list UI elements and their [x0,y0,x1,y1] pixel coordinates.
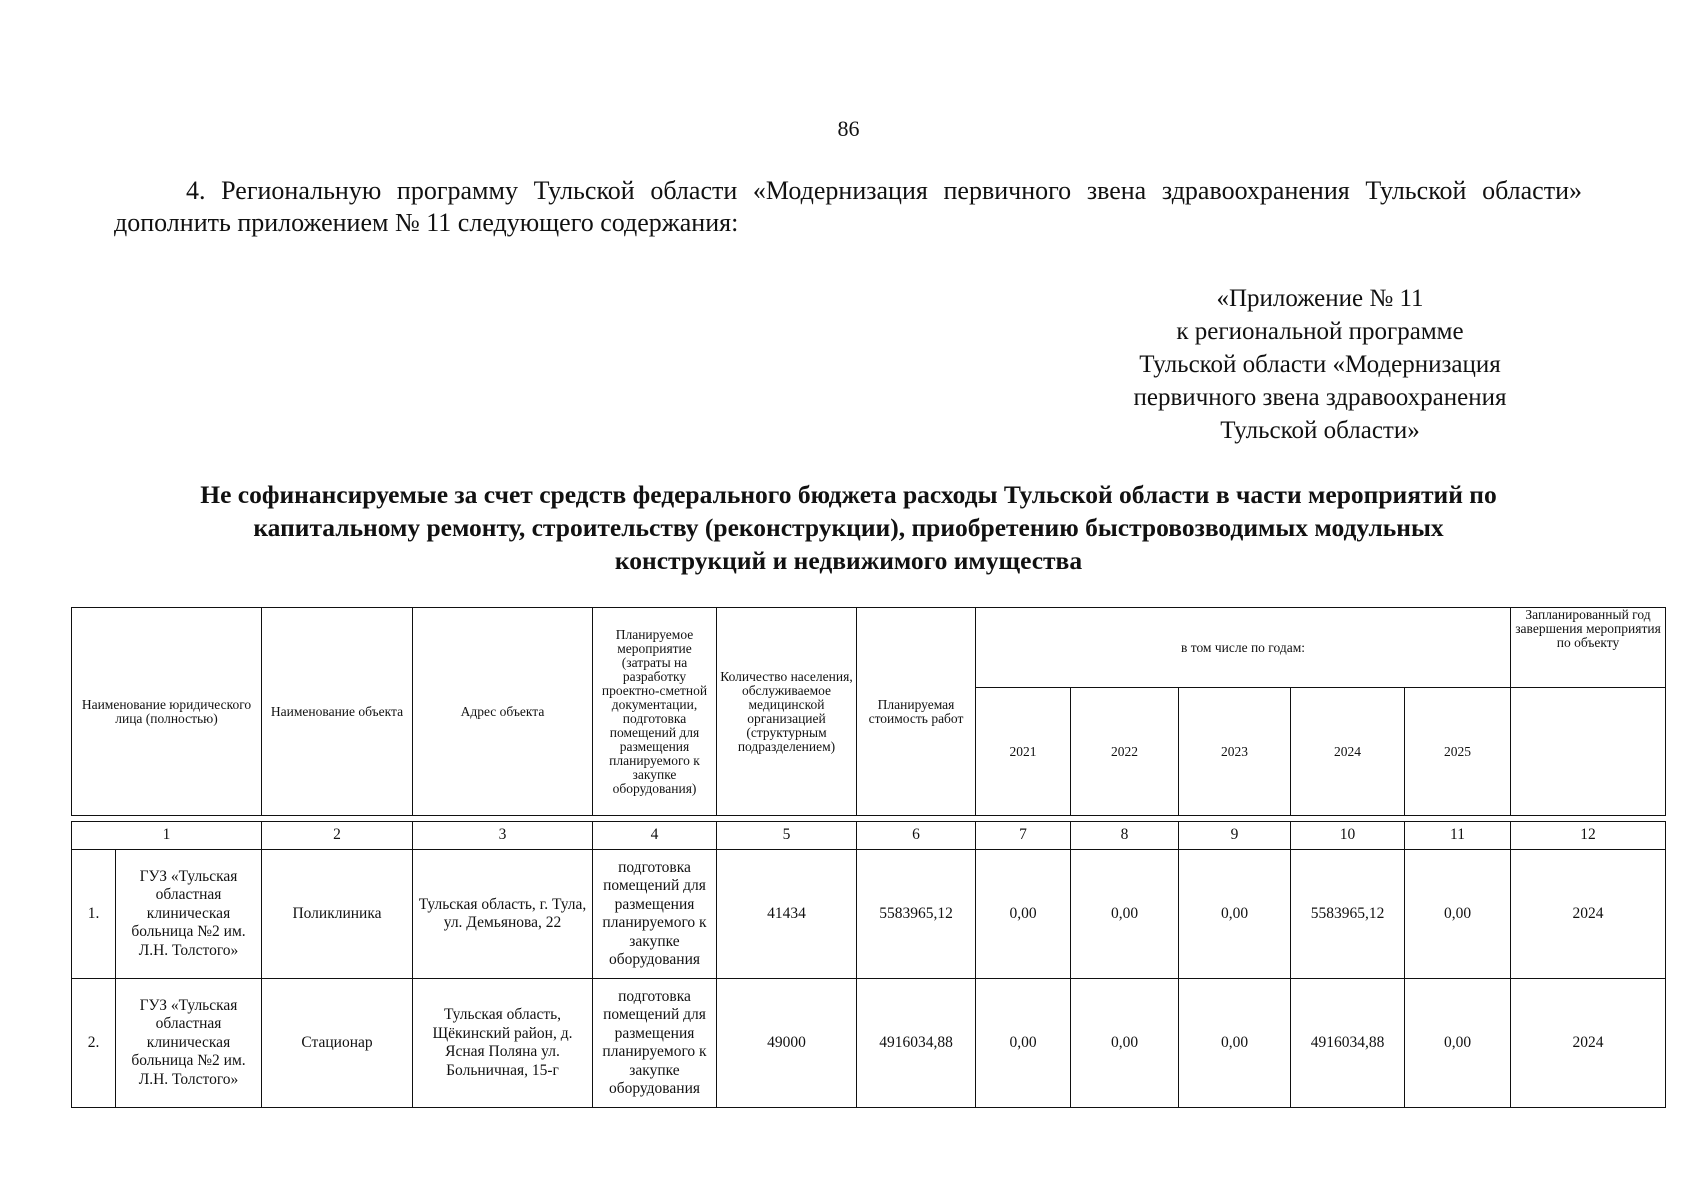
header-year-2025: 2025 [1405,688,1511,816]
column-number: 11 [1405,822,1511,850]
header-year-2021: 2021 [976,688,1071,816]
appendix-line: первичного звена здравоохранения [1133,384,1507,411]
appendix-line: Тульской области «Модернизация [1139,351,1501,378]
title-line: капитальному ремонту, строительству (реконструкции), приобретению быстровозводимых модульных [253,513,1444,542]
cell-year-2021: 0,00 [976,850,1071,979]
cell-completion: 2024 [1511,979,1666,1108]
column-number: 1 [72,822,262,850]
cell-event: подготовка помещений для размещения планируемого к закупке оборудования [593,850,717,979]
header-address: Адрес объекта [413,608,593,816]
title-line: Не софинансируемые за счет средств федерального бюджета расходы Тульской области в части мероприятий по [200,480,1497,509]
cell-cost: 4916034,88 [857,979,976,1108]
column-number: 3 [413,822,593,850]
cell-year-2023: 0,00 [1179,979,1291,1108]
column-number: 6 [857,822,976,850]
header-year-2023: 2023 [1179,688,1291,816]
cell-year-2025: 0,00 [1405,979,1511,1108]
header-legal-entity: Наименование юридического лица (полностью) [72,608,262,816]
column-number: 5 [717,822,857,850]
header-year-2022: 2022 [1071,688,1179,816]
cell-event: подготовка помещений для размещения планируемого к закупке оборудования [593,979,717,1108]
column-number: 12 [1511,822,1666,850]
header-population: Количество населения, обслуживаемое медицинской организацией (структурным подразделением) [717,608,857,816]
appendix-line: «Приложение № 11 [1216,285,1424,312]
cell-population: 49000 [717,979,857,1108]
cell-year-2024: 5583965,12 [1291,850,1405,979]
cell-entity: ГУЗ «Тульская областная клиническая больница №2 им. Л.Н. Толстого» [116,979,262,1108]
column-number: 4 [593,822,717,850]
cell-address: Тульская область, г. Тула, ул. Демьянова, 22 [413,850,593,979]
document-title [100,478,1597,577]
header-completion-blank [1511,688,1666,816]
appendix-heading [1080,282,1560,447]
table-row [72,979,1666,1108]
cell-year-2024: 4916034,88 [1291,979,1405,1108]
cell-completion: 2024 [1511,850,1666,979]
header-planned-cost: Планируемая стоимость работ [857,608,976,816]
cell-year-2025: 0,00 [1405,850,1511,979]
cell-population: 41434 [717,850,857,979]
cell-address: Тульская область, Щёкинский район, д. Ясная Поляна ул. Больничная, 15-г [413,979,593,1108]
column-number: 2 [262,822,413,850]
appendix-line: к региональной программе [1176,318,1464,345]
page-number: 86 [837,116,860,141]
column-number: 9 [1179,822,1291,850]
header-planned-event: Планируемое мероприятие (затраты на разработку проектно-сметной документации, подготовка помещений для размещения планируемого к закупке оборудования) [593,608,717,816]
cell-cost: 5583965,12 [857,850,976,979]
expenses-table-header [71,607,1666,816]
cell-object: Стационар [262,979,413,1108]
amendment-text: 4. Региональную программу Тульской области «Модернизация первичного звена здравоохранения Тульской области» дополнить приложением № 11 следующего содержания: [114,176,1582,237]
cell-object: Поликлиника [262,850,413,979]
header-by-years: в том числе по годам: [976,608,1511,688]
column-number: 10 [1291,822,1405,850]
amendment-paragraph [114,175,1582,239]
row-number: 1. [72,850,116,979]
header-completion-year: Запланированный год завершения мероприятия по объекту [1511,608,1666,688]
cell-year-2022: 0,00 [1071,979,1179,1108]
expenses-table-body [71,821,1666,1108]
cell-year-2023: 0,00 [1179,850,1291,979]
column-number: 8 [1071,822,1179,850]
table-row [72,850,1666,979]
appendix-line: Тульской области» [1220,417,1420,444]
title-line: конструкций и недвижимого имущества [614,546,1083,575]
header-year-2024: 2024 [1291,688,1405,816]
column-number: 7 [976,822,1071,850]
column-number-row [72,822,1666,850]
cell-year-2021: 0,00 [976,979,1071,1108]
header-object-name: Наименование объекта [262,608,413,816]
cell-entity: ГУЗ «Тульская областная клиническая больница №2 им. Л.Н. Толстого» [116,850,262,979]
row-number: 2. [72,979,116,1108]
cell-year-2022: 0,00 [1071,850,1179,979]
